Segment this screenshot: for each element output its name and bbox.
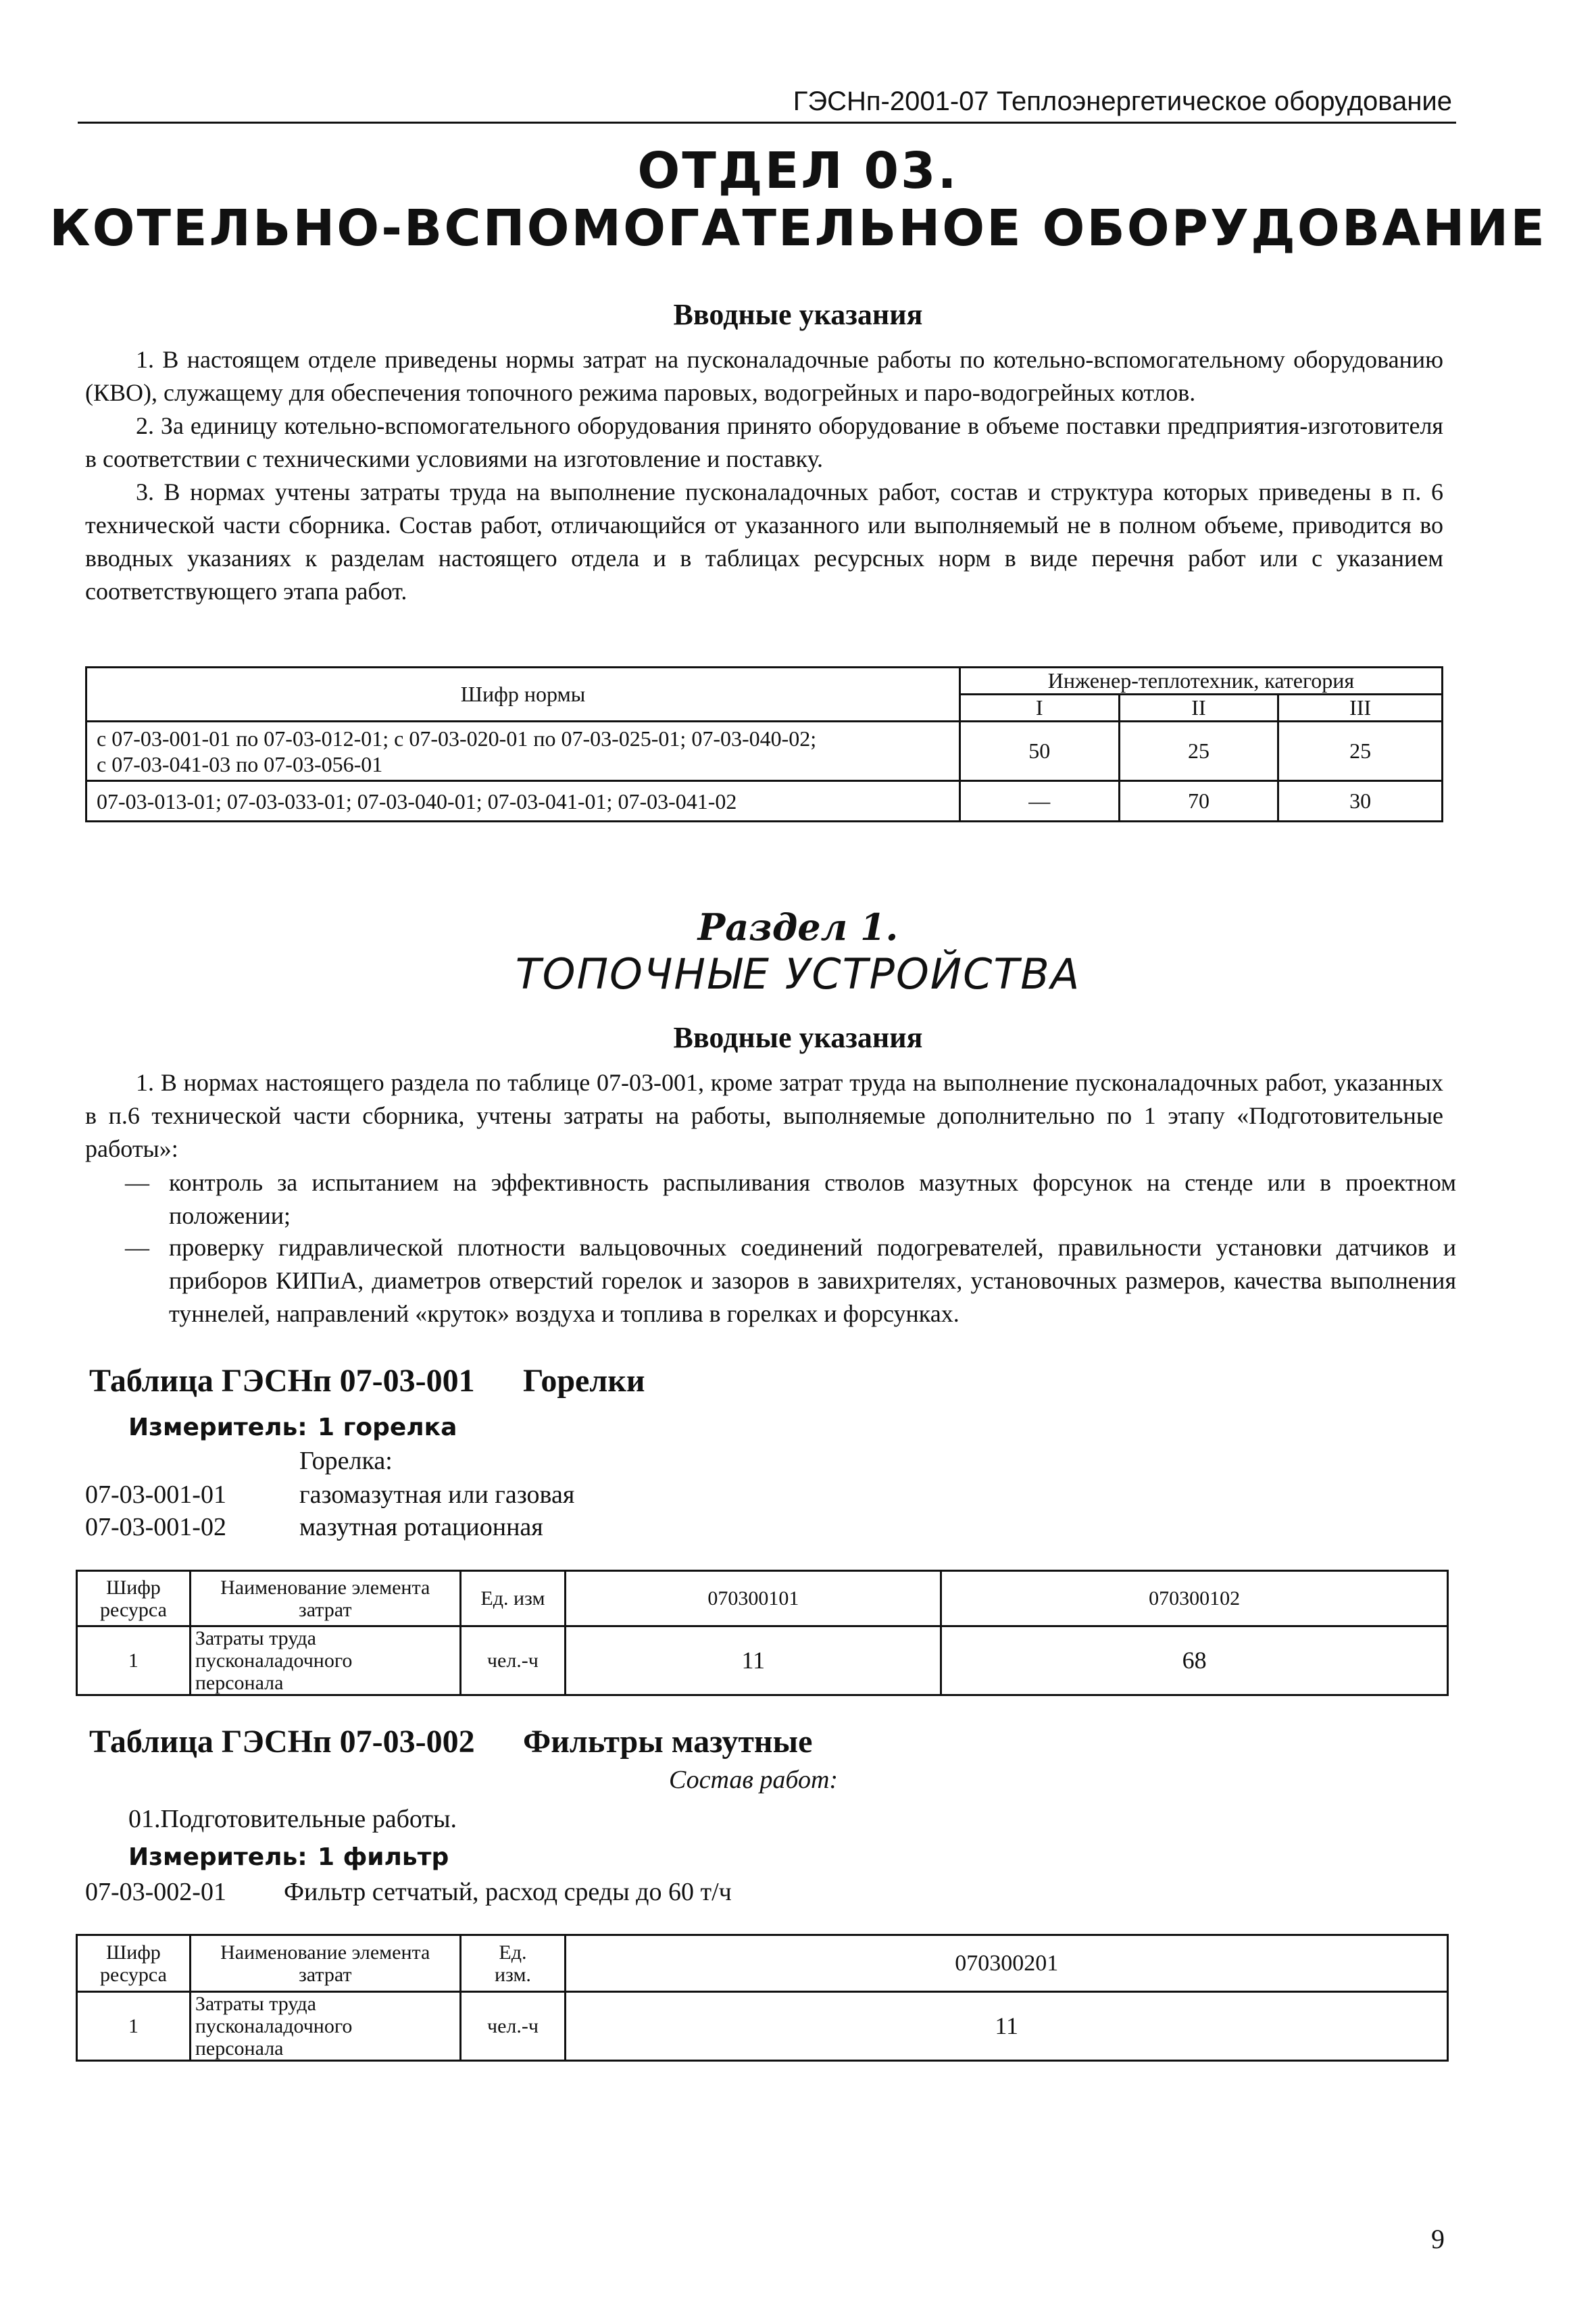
page-number: 9 — [1431, 2224, 1445, 2254]
category-value: 25 — [1278, 722, 1443, 781]
table-002-title: Таблица ГЭСНп 07-03-002 — [89, 1724, 475, 1760]
table-row — [77, 1626, 1448, 1695]
razdel-intro-heading: Вводные указания — [673, 1021, 923, 1054]
norm-codes: с 07-03-001-01 по 07-03-012-01; с 07-03-020-01 по 07-03-025-01; 07-03-040-02; с 07-03-041-03 по 07-03-056-01 — [86, 722, 960, 781]
category-col-1: I — [959, 695, 1119, 722]
norm-value: 68 — [941, 1626, 1448, 1695]
bullet-dash: — — [125, 1169, 149, 1196]
list-item — [125, 1231, 1456, 1333]
bullet-dash: — — [125, 1234, 149, 1261]
col-code: Шифр ресурса — [77, 1571, 191, 1626]
table-001-measure-label: Измеритель: — [128, 1414, 307, 1441]
item-name: газомазутная или газовая — [299, 1480, 575, 1509]
razdel-paragraph: 1. В нормах настоящего раздела по таблице 07-03-001, кроме затрат труда на выполнение пусконаладочных работ, указанных в п.6 технической части сборника, учтены затраты на работы, выполняемые дополнительно по 1 этапу «Подготовительные работы»: — [85, 1069, 1443, 1162]
table-row — [86, 781, 1443, 822]
table-002-measure-value: 1 фильтр — [318, 1843, 449, 1871]
resource-name: Затраты труда пусконаладочного персонала — [190, 1992, 460, 2061]
razdel-title: ТОПОЧНЫЕ УСТРОЙСТВА — [515, 949, 1081, 999]
norm-value: 11 — [566, 1992, 1448, 2061]
resource-unit: чел.-ч — [460, 1626, 566, 1695]
item-code: 07-03-002-01 — [85, 1878, 226, 1906]
item-name: мазутная ротационная — [299, 1513, 543, 1541]
list-item — [125, 1166, 1456, 1233]
table-002 — [76, 1934, 1449, 2062]
item-code: 07-03-001-02 — [85, 1513, 226, 1541]
bullet-text: контроль за испытанием на эффективность распыливания стволов мазутных форсунок на стенде или в проектном положении; — [169, 1169, 1456, 1229]
category-value: 70 — [1119, 781, 1278, 822]
category-value: 30 — [1278, 781, 1443, 822]
table-001 — [76, 1570, 1449, 1696]
category-value: — — [959, 781, 1119, 822]
section-title-line1: ОТДЕЛ 03. — [637, 142, 959, 200]
category-table-header-code: Шифр нормы — [86, 668, 960, 722]
col-norm-2: 070300102 — [941, 1571, 1448, 1626]
category-value: 50 — [959, 722, 1119, 781]
col-norm-1: 070300201 — [566, 1935, 1448, 1992]
norm-value: 11 — [566, 1626, 941, 1695]
table-002-measure-label: Измеритель: — [128, 1843, 307, 1871]
category-col-2: II — [1119, 695, 1278, 722]
running-title: ГЭСНп-2001-07 Теплоэнергетическое оборудование — [793, 86, 1452, 116]
section-intro-text — [85, 343, 1443, 608]
table-002-works-item: 01.Подготовительные работы. — [128, 1805, 457, 1833]
col-name: Наименование элемента затрат — [190, 1571, 460, 1626]
category-table-header-group: Инженер-теплотехник, категория — [959, 668, 1442, 695]
table-001-name: Горелки — [523, 1363, 645, 1399]
table-002-works-label: Состав работ: — [669, 1766, 839, 1794]
col-unit: Ед. изм. — [460, 1935, 566, 1992]
table-001-group-label: Горелка: — [299, 1447, 393, 1475]
running-header — [78, 80, 1456, 124]
category-table — [85, 666, 1443, 822]
razdel-label: Раздел 1. — [697, 905, 899, 949]
table-002-name: Фильтры мазутные — [523, 1724, 813, 1760]
bullet-text: проверку гидравлической плотности вальцовочных соединений подогревателей, правильности установки датчиков и приборов КИПиА, диаметров отверстий горелок и зазоров в завихрителях, установочных размеров, качества выполнения туннелей, направлений «круток» воздуха и топлива в горелках и форсунках. — [169, 1234, 1456, 1327]
col-norm-1: 070300101 — [566, 1571, 941, 1626]
category-value: 25 — [1119, 722, 1278, 781]
col-unit: Ед. изм — [460, 1571, 566, 1626]
table-001-title: Таблица ГЭСНп 07-03-001 — [89, 1363, 475, 1399]
intro-paragraph-1: 1. В настоящем отделе приведены нормы затрат на пусконаладочные работы по котельно-вспомогательному оборудованию (КВО), служащему для обеспечения топочного режима паровых, водогрейных и паро-водогрейных котлов. — [85, 346, 1443, 406]
intro-paragraph-3: 3. В нормах учтены затраты труда на выполнение пусконаладочных работ, состав и структура которых приведены в п. 6 технической части сборника. Состав работ, отличающийся от указанного или выполняемый не в полном объеме, приводится во вводных указаниях к разделам настоящего отдела и в таблицах ресурсных норм в виде перечня работ или с указанием соответствующего этапа работ. — [85, 478, 1443, 605]
intro-paragraph-2: 2. За единицу котельно-вспомогательного оборудования принято оборудование в объеме поставки предприятия-изготовителя в соответствии с техническими условиями на изготовление и поставку. — [85, 412, 1443, 472]
resource-name: Затраты труда пусконаладочного персонала — [190, 1626, 460, 1695]
resource-code: 1 — [77, 1626, 191, 1695]
table-001-measure-value: 1 горелка — [318, 1414, 457, 1441]
col-code: Шифр ресурса — [77, 1935, 191, 1992]
section-title-line2: КОТЕЛЬНО-ВСПОМОГАТЕЛЬНОЕ ОБОРУДОВАНИЕ — [49, 199, 1547, 257]
col-name: Наименование элемента затрат — [190, 1935, 460, 1992]
razdel-intro-text — [85, 1066, 1443, 1166]
resource-unit: чел.-ч — [460, 1992, 566, 2061]
resource-code: 1 — [77, 1992, 191, 2061]
table-row — [86, 722, 1443, 781]
item-name: Фильтр сетчатый, расход среды до 60 т/ч — [284, 1878, 732, 1906]
category-col-3: III — [1278, 695, 1443, 722]
table-row — [77, 1992, 1448, 2061]
section-intro-heading: Вводные указания — [673, 298, 923, 331]
norm-codes: 07-03-013-01; 07-03-033-01; 07-03-040-01; 07-03-041-01; 07-03-041-02 — [86, 781, 960, 822]
item-code: 07-03-001-01 — [85, 1480, 226, 1509]
